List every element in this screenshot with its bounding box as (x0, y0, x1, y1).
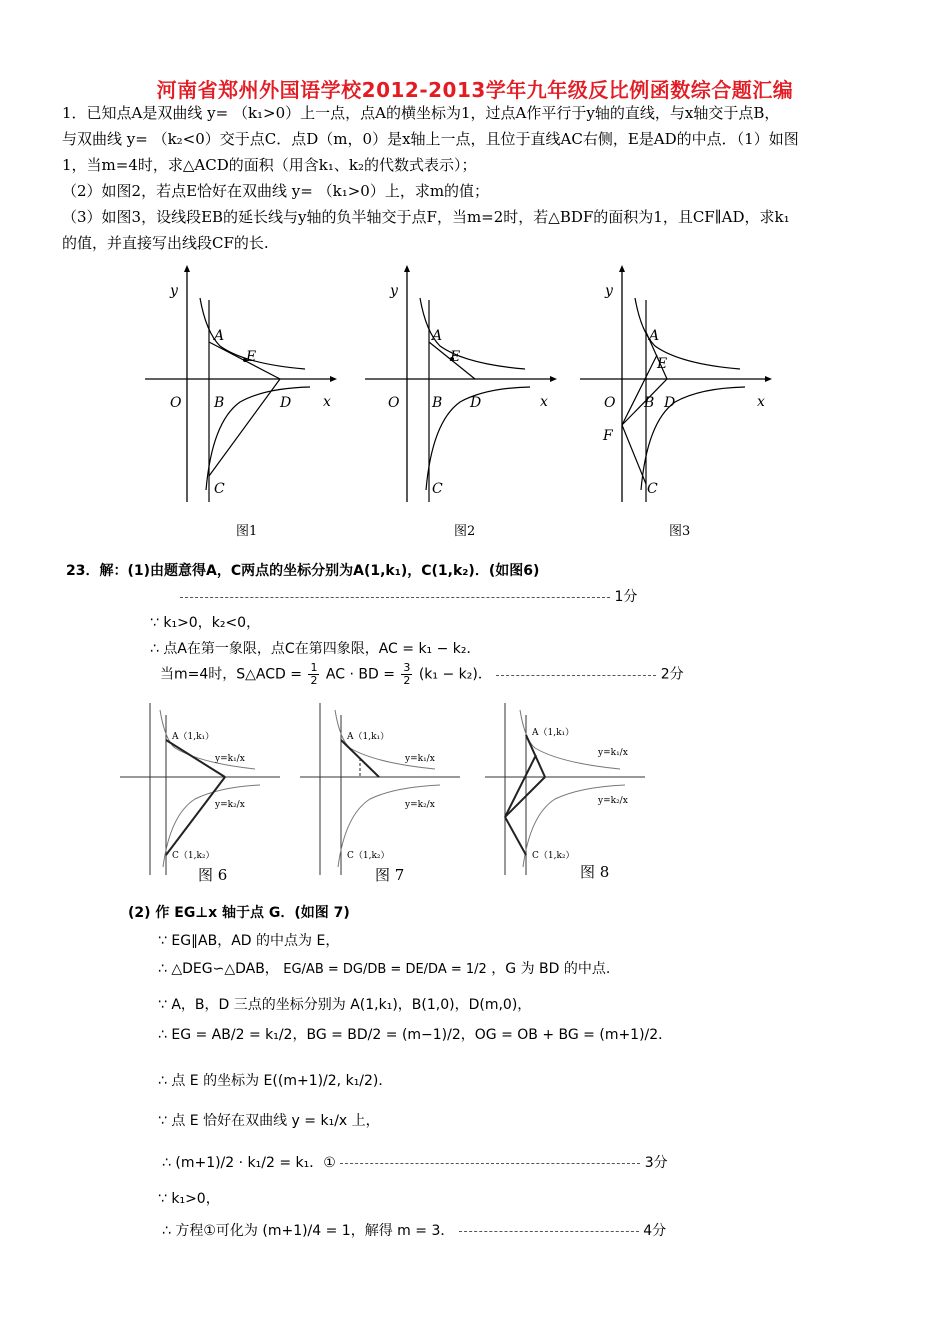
segment-fe (622, 355, 657, 425)
similar-triangles: ∴ △DEG∽△DAB， (158, 961, 279, 977)
segment-fe (505, 755, 536, 817)
fraction-numerator: 1 (310, 661, 318, 674)
solution-line-14 (162, 1220, 666, 1240)
segment-fd (505, 777, 545, 817)
label-x: x (323, 394, 331, 410)
equation-one: ∴ (m+1)/2 · k₁/2 = k₁．① (162, 1155, 336, 1171)
solution-line-2: ∵ k₁>0，k₂<0， (150, 615, 261, 631)
label-a: A（1,k₁） (172, 732, 215, 742)
label-o: O (170, 395, 182, 411)
final-solution: ∴ 方程①可化为 (m+1)/4 = 1，解得 m = 3． (162, 1223, 455, 1239)
label-b: B (432, 395, 443, 411)
figure-3-diagram (575, 262, 775, 512)
hyperbola-k2 (641, 387, 745, 490)
dotted-leader (496, 674, 656, 676)
figure-3 (575, 262, 775, 516)
page-title: 河南省郑州外国语学校2012-2013学年九年级反比例函数综合题汇编 (156, 78, 794, 102)
label-a: A（1,k₁） (532, 728, 575, 738)
hyperbola-k1 (520, 710, 620, 769)
dotted-leader (180, 596, 610, 598)
y-arrow-icon (619, 265, 625, 272)
solution-line-5: (2) 作 EG⊥x 轴于点 G．(如图 7) (128, 905, 350, 921)
x-arrow-icon (330, 376, 337, 382)
equation-k1: y=k₁/x (215, 754, 245, 764)
dotted-leader (340, 1162, 640, 1164)
label-o: O (604, 395, 616, 411)
figure-1-diagram (140, 262, 340, 512)
figure-2-caption: 图2 (454, 524, 476, 539)
solution-line-3: ∴ 点A在第一象限，点C在第四象限，AC = k₁ − k₂． (150, 641, 481, 657)
score-1: 1分 (614, 589, 638, 605)
area-expression-end: (k₁ − k₂)． (418, 666, 492, 683)
fraction-three-half (401, 662, 412, 687)
figure-6-diagram (115, 695, 290, 885)
figure-7-caption: 图 7 (375, 866, 405, 884)
figure-2 (360, 262, 560, 516)
figure-6-caption: 图 6 (198, 866, 228, 884)
figure-7 (295, 695, 470, 889)
label-b: B (214, 395, 225, 411)
solution-line-9: ∴ EG = AB/2 = k₁/2，BG = BD/2 = (m−1)/2，OG = OB + BG = (m+1)/2． (158, 1027, 673, 1043)
label-c: C (647, 481, 658, 497)
solution-line-4 (160, 662, 684, 687)
x-arrow-icon (765, 376, 772, 382)
segment-fc (505, 817, 526, 855)
solution-line-6: ∵ EG∥AB，AD 的中点为 E， (158, 933, 340, 949)
segment-fc (622, 425, 646, 484)
figure-2-diagram (360, 262, 560, 512)
problem-line-3: 1，当m=4时，求△ACD的面积（用含k₁、k₂的代数式表示）； (62, 156, 477, 174)
figure-6 (115, 695, 290, 889)
label-b: B (644, 395, 655, 411)
equation-k2: y=k₂/x (215, 800, 245, 810)
solution-line-8: ∵ A，B，D 三点的坐标分别为 A(1,k₁)，B(1,0)，D(m,0)， (158, 997, 532, 1013)
label-c: C（1,k₂） (532, 851, 575, 861)
label-x: x (757, 394, 765, 410)
solution-line-12 (162, 1152, 668, 1172)
label-a: A (432, 328, 443, 344)
midpoint-conclusion: ，G 为 BD 的中点. (491, 961, 611, 977)
solution-line-1: 23．解：(1)由题意得A，C两点的坐标分别为A(1,k₁)，C(1,k₂)．(如图6) (66, 563, 540, 579)
figure-8-diagram (480, 695, 655, 885)
figure-8 (480, 695, 655, 889)
segment-cd (166, 777, 225, 855)
equation-k1: y=k₁/x (598, 748, 628, 758)
label-c: C (432, 481, 443, 497)
score-3: 3分 (644, 1155, 668, 1171)
label-y: y (605, 283, 613, 299)
problem-statement (62, 100, 892, 178)
solution-line-13: ∵ k₁>0， (158, 1191, 220, 1207)
label-e: E (450, 349, 461, 365)
area-expression-mid: AC · BD = (325, 666, 395, 683)
label-d: D (280, 395, 292, 411)
label-y: y (390, 283, 398, 299)
fraction-numerator: 3 (403, 661, 411, 674)
area-expression-start: 当m=4时，S△ACD = (160, 666, 302, 683)
dotted-leader (459, 1230, 639, 1232)
equation-k2: y=k₂/x (405, 800, 435, 810)
y-arrow-icon (404, 265, 410, 272)
solution-line-7 (158, 958, 610, 978)
solution-line-10: ∴ 点 E 的坐标为 E((m+1)/2, k₁/2)． (158, 1073, 393, 1089)
ratio-expression: EG/AB = DG/DB = DE/DA = 1/2 (283, 962, 487, 977)
figure-8-caption: 图 8 (580, 863, 610, 881)
score-2: 2分 (660, 666, 684, 683)
label-a: A (214, 328, 225, 344)
label-o: O (388, 395, 400, 411)
solution-line-11: ∵ 点 E 恰好在双曲线 y = k₁/x 上， (158, 1113, 380, 1129)
label-e: E (657, 356, 668, 372)
fraction-denominator: 2 (403, 674, 411, 687)
y-arrow-icon (184, 265, 190, 272)
label-a: A (649, 328, 660, 344)
label-d: D (470, 395, 482, 411)
equation-k1: y=k₁/x (405, 754, 435, 764)
figure-7-diagram (295, 695, 470, 885)
label-d: D (664, 395, 676, 411)
x-arrow-icon (550, 376, 557, 382)
label-x: x (540, 394, 548, 410)
label-c: C (214, 481, 225, 497)
equation-k2: y=k₂/x (598, 796, 628, 806)
problem-line-1: 1．已知点A是双曲线 y= （k₁>0）上一点，点A的横坐标为1，过点A作平行于y轴的直线，与x轴交于点B， (62, 104, 780, 122)
score-row-1 (180, 586, 637, 606)
label-e: E (246, 349, 257, 365)
problem-part-2: （2）如图2，若点E恰好在双曲线 y= （k₁>0）上，求m的值； (62, 182, 490, 200)
figure-1 (140, 262, 340, 516)
problem-part-3b: 的值，并直接写出线段CF的长. (62, 234, 269, 252)
problem-part-3a: （3）如图3，设线段EB的延长线与y轴的负半轴交于点F，当m=2时，若△BDF的面积为1，且CF∥AD，求k₁ (62, 208, 790, 226)
problem-line-2: 与双曲线 y= （k₂<0）交于点C．点D（m，0）是x轴上一点，且位于直线AC右侧，E是AD的中点．（1）如图 (62, 130, 799, 148)
figure-3-caption: 图3 (669, 524, 691, 539)
fraction-denominator: 2 (310, 674, 318, 687)
label-c: C（1,k₂） (172, 851, 215, 861)
score-4: 4分 (643, 1223, 667, 1239)
figure-1-caption: 图1 (236, 524, 258, 539)
label-y: y (170, 283, 178, 299)
label-c: C（1,k₂） (347, 851, 390, 861)
label-a: A（1,k₁） (347, 732, 390, 742)
fraction-half (308, 662, 319, 687)
label-f: F (603, 428, 613, 444)
